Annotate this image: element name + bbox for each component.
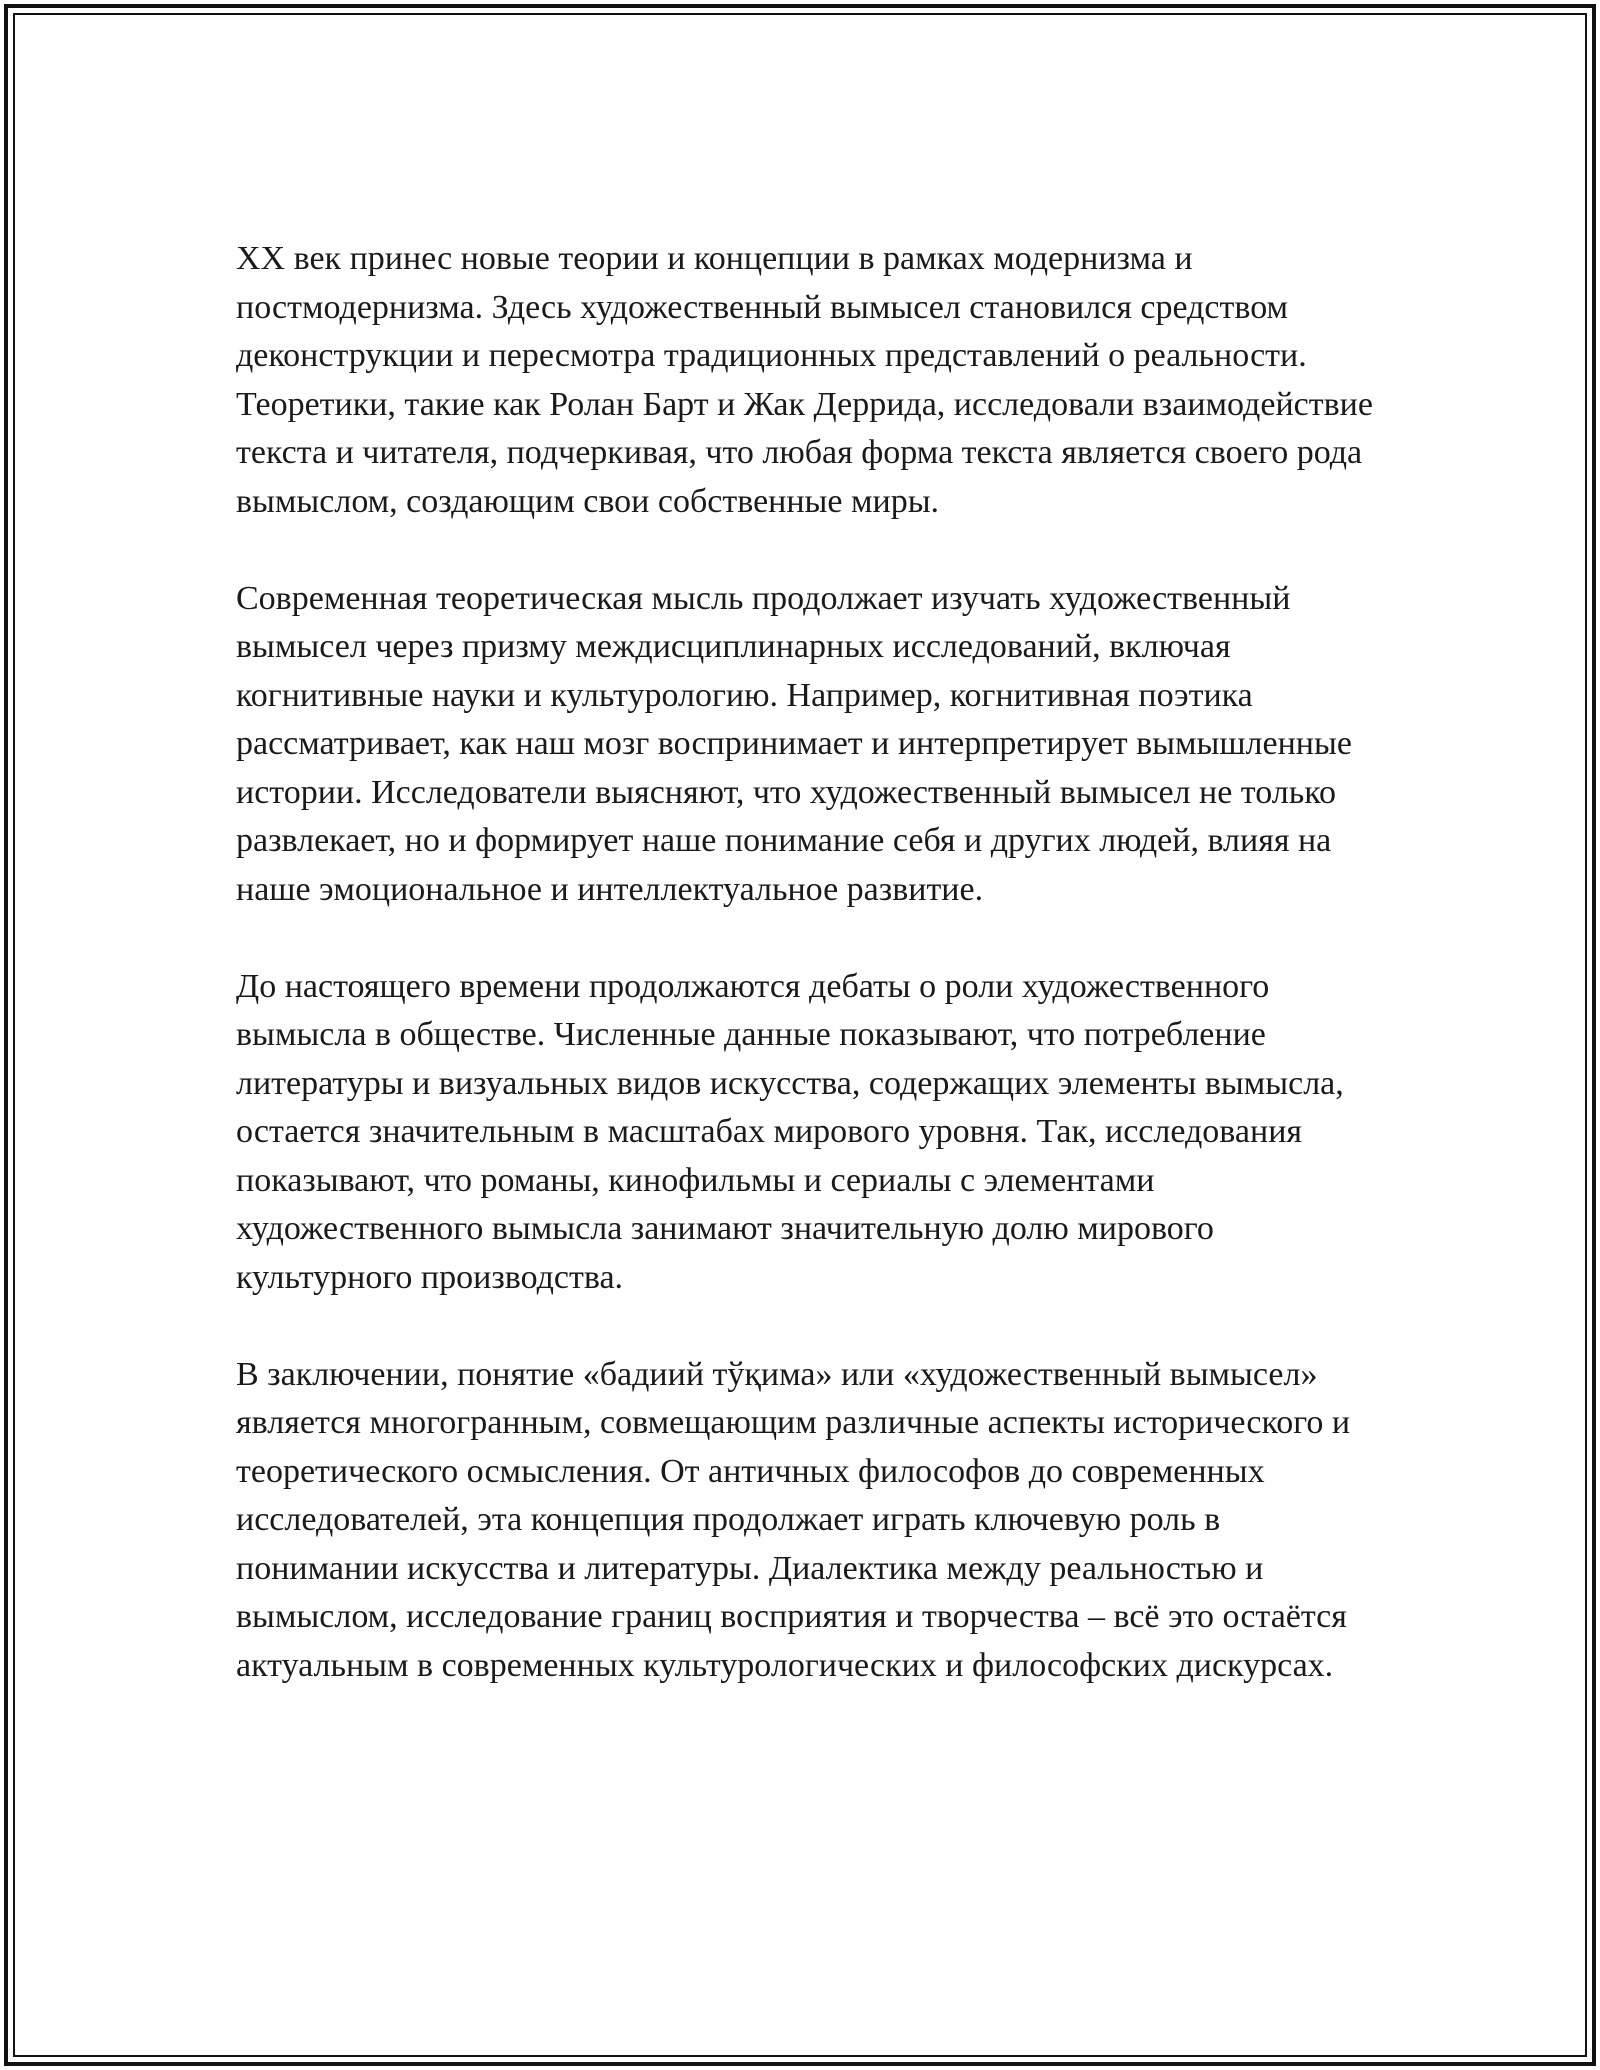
paragraph-contemporary-theory: Современная теоретическая мысль продолжает изучать художественный вымысел через призму междисциплинарных исследований, включая когнитивные науки и культурологию. Например, когнитивная поэтика рассматривает, как наш мозг воспринимает и интерпретирует вымышленные истории. Исследователи выясняют, что художественный вымысел не только развлекает, но и формирует наше понимание себя и других людей, влияя на наше эмоциональное и интеллектуальное развитие. (236, 579, 1352, 908)
document-body (236, 235, 1376, 1739)
paragraph-debates: До настоящего времени продолжаются дебаты о роли художественного вымысла в обществе. Численные данные показывают, что потребление литературы и визуальных видов искусства, содержащих элементы вымысла, остается значительным в масштабах мирового уровня. Так, исследования показывают, что романы, кинофильмы и сериалы с элементами художественного вымысла занимают значительную долю мирового культурного производства. (236, 967, 1344, 1296)
paragraph-conclusion: В заключении, понятие «бадиий тўқима» или «художественный вымысел» является многогранным, совмещающим различные аспекты исторического и теоретического осмысления. От античных философов до современных исследователей, эта концепция продолжает играть ключевую роль в понимании искусства и литературы. Диалектика между реальностью и вымыслом, исследование границ восприятия и творчества – всё это остаётся актуальным в современных культурологических и философских дискурсах. (236, 1355, 1351, 1684)
paragraph-modernism: XX век принес новые теории и концепции в рамках модернизма и постмодернизма. Здесь художественный вымысел становился средством деконструкции и пересмотра традиционных представлений о реальности. Теоретики, такие как Ролан Барт и Жак Деррида, исследовали взаимодействие текста и читателя, подчеркивая, что любая форма текста является своего рода вымыслом, создающим свои собственные миры. (236, 240, 1373, 520)
